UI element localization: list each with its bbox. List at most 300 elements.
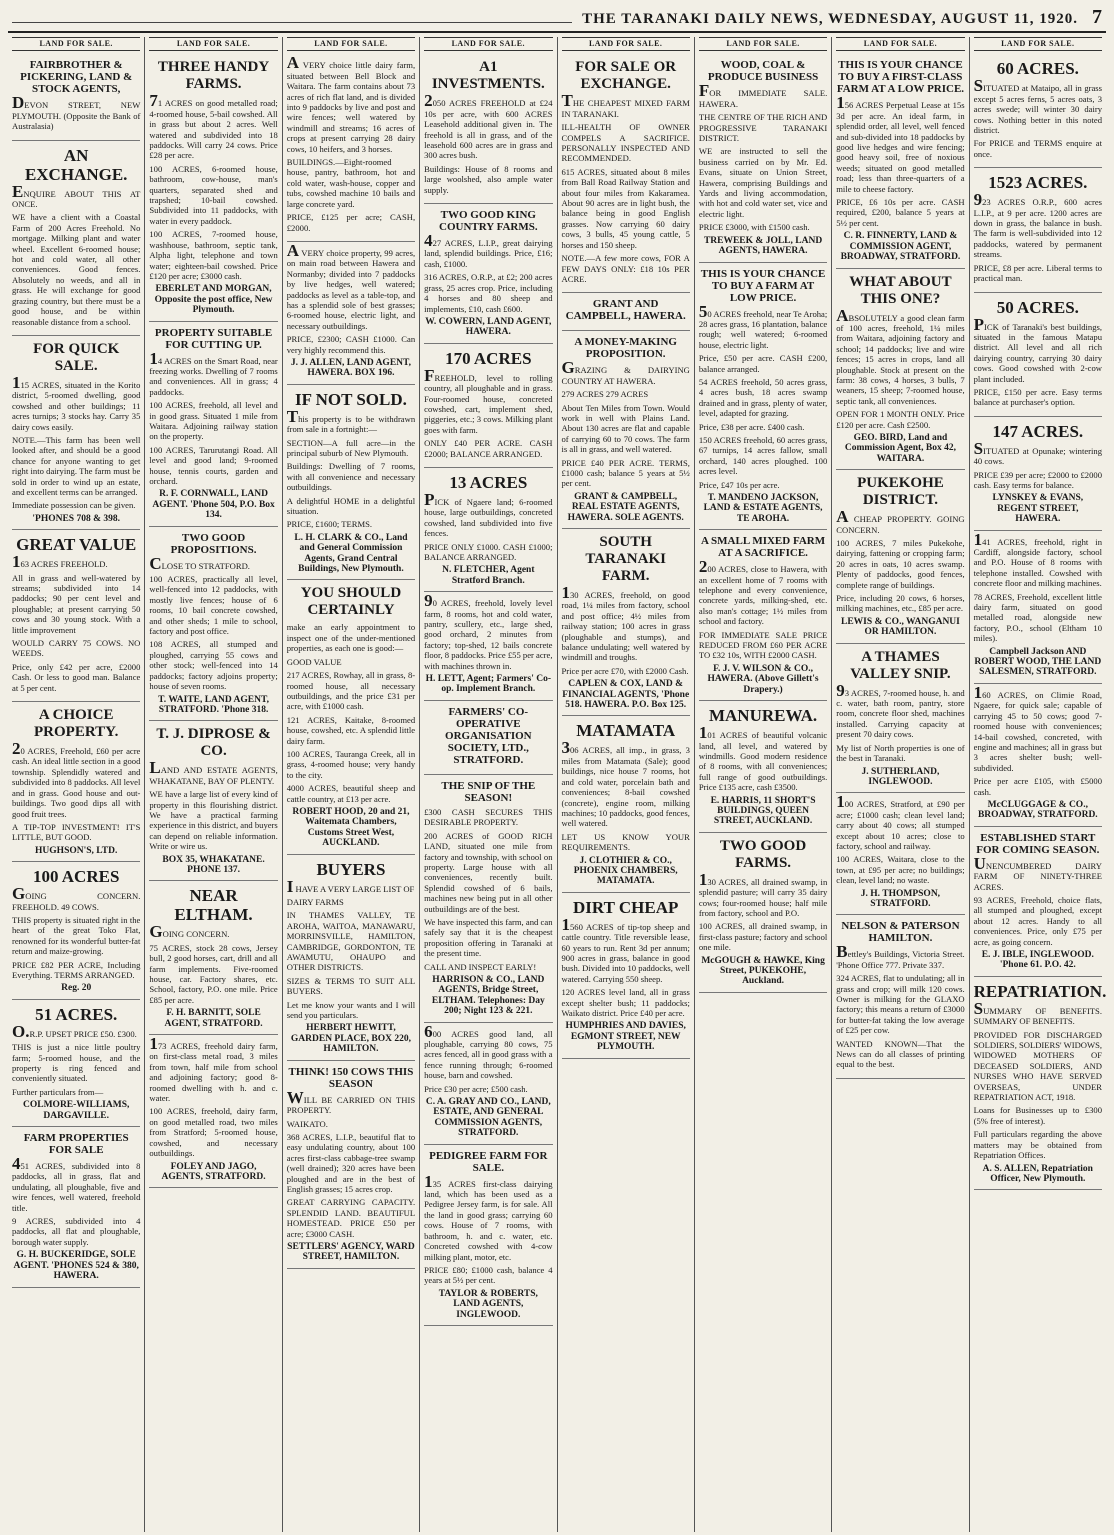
column-6 [695, 37, 832, 1532]
ad-paragraph: DEVON STREET, NEW PLYMOUTH. (Opposite the Bank of Australasia) [12, 93, 141, 132]
ad-paragraph: 100 ACRES, 7 miles Pukekohe, dairying, fattening or cropping farm; 20 acres in oats, 10 acres swamp. Plenty of paddocks, good fences, complete range of buildings. [836, 538, 965, 590]
ad-title: A MONEY-MAKING PROPOSITION. [574, 336, 677, 361]
advertisement [562, 293, 690, 331]
ad-signature: BOX 35, WHAKATANE. PHONE 137. [162, 854, 265, 875]
ad-paragraph: 120 ACRES level land, all in grass except shelter bush; 11 paddocks; Waikato district. Price £40 per acre. [561, 987, 690, 1018]
ad-paragraph: 163 ACRES FREEHOLD. [12, 552, 108, 572]
advertisement [424, 468, 552, 592]
ad-title: THIS IS YOUR CHANCE TO BUY A FARM AT LOW PRICE. [700, 267, 826, 304]
ad-paragraph: 615 ACRES, situated about 8 miles from Ball Road Railway Station and about four miles from Kakaramea. About 90 acres are in light bush, the balance being in good English grasses. Now carrying 60 dairy cows, 3 bulls, 45 young cattle, 5 horses and 150 sheep. [561, 166, 690, 250]
ad-title: NEAR ELTHAM. [174, 886, 253, 925]
ad-signature: GEO. BIRD, Land and Commission Agent, Box 42, WAITARA. [844, 432, 956, 464]
ad-signature: ROBERT HOOD, 20 and 21, Waitemata Chambers, Customs Street West, AUCKLAND. [292, 806, 410, 849]
ad-paragraph: PRICE, £1600; TERMS. [286, 519, 373, 530]
ad-paragraph: 451 ACRES, subdivided into 8 paddocks, all in grass, flat and undulating, all ploughable, five and wire fences, well watered, freehold title. [12, 1154, 141, 1213]
advertisement [424, 701, 552, 775]
ad-paragraph: GOOD VALUE [286, 656, 342, 667]
ad-title: 13 ACRES [449, 472, 528, 492]
advertisement [149, 54, 277, 321]
ad-paragraph: 93 ACRES, 7-roomed house, h. and c. water, bath room, pantry, store room, concrete floor shed, machines installed. Carrying capacity at present 70 dairy cows. [836, 680, 965, 740]
ad-paragraph: GOING CONCERN. [149, 922, 230, 942]
ad-paragraph: GRAZING & DAIRYING COUNTRY AT HAWERA. [561, 358, 690, 386]
ad-paragraph: 150 ACRES freehold, 60 acres grass, 67 turnips, 14 acres fallow, small orchard, 140 acres ploughed. 100 acres level. [698, 434, 828, 477]
ad-paragraph: BUILDINGS.—Eight-roomed house, pantry, bathroom, hot and cold water, wash-house, copper and tubs, cowshed machine 10 bails and large concrete yard. [286, 157, 416, 209]
ad-paragraph: IN THAMES VALLEY, TE AROHA, WAITOA, MANAWARU, MORRINSVILLE, HAMILTON, CAMBRIDGE, GORDONTON, TE AWAMUTU, OHAUPO and OTHER DISTRICTS. [286, 910, 416, 973]
ad-paragraph: A delightful HOME in a delightful situation. [286, 495, 416, 517]
ad-title: TWO GOOD KING COUNTRY FARMS. [439, 209, 538, 234]
ad-paragraph: Price, only £42 per acre, £2000 Cash. Or less to good man. Balance at 5 per cent. [12, 661, 141, 693]
ad-paragraph: SUMMARY OF BENEFITS. SUMMARY OF BENEFITS. [973, 998, 1102, 1027]
advertisement [287, 385, 415, 581]
masthead-rule [12, 22, 572, 23]
ad-signature: G. H. BUCKERIDGE, SOLE AGENT. 'PHONES 524 & 380, HAWERA. [13, 1250, 139, 1282]
ad-paragraph: Price £30 per acre; £500 cash. [424, 1083, 528, 1094]
ad-paragraph: OPEN FOR 1 MONTH ONLY. Price £120 per acre. Cash £2500. [836, 409, 965, 430]
ad-signature: R. F. CORNWALL, LAND AGENT. 'Phone 504, P.O. Box 134. [152, 489, 275, 521]
ad-paragraph: PICK of Taranaki's best buildings, situated in the famous Matapu district. All level and all rich dairying country, carrying 30 dairy cows. Good cowshed with 2-cow plant included. [973, 314, 1102, 384]
ad-title: 147 ACRES. [992, 421, 1084, 441]
ad-paragraph: 100 ACRES, Stratford, at £90 per acre; £1000 cash; clean level land; carry about 40 cows; all stumped except about 10 acres; close to factory, school and railway. [836, 792, 965, 851]
ad-paragraph: 50 ACRES freehold, near Te Aroha; 28 acres grass, 16 plantation, balance rough; well watered; 6-roomed house, electric light. [698, 301, 828, 350]
ad-signature: F. H. BARNITT, SOLE AGENT, STRATFORD. [164, 1008, 263, 1029]
advertisement [562, 529, 690, 716]
ad-signature: CAPLEN & COX, LAND & FINANCIAL AGENTS, 'Phone 518. HAWERA. P.O. Box 125. [562, 679, 690, 711]
ad-paragraph: PRICE, £6 10s per acre. CASH required, £200, balance 5 years at 5½ per cent. [836, 197, 965, 228]
ad-title: A THAMES VALLEY SNIP. [850, 648, 951, 682]
ad-signature: C. A. GRAY AND CO., LAND, ESTATE, AND GENERAL COMMISSION AGENTS, STRATFORD. [425, 1097, 551, 1139]
advertisement [424, 1023, 552, 1145]
advertisement [836, 793, 964, 915]
ad-title: GRANT AND CAMPBELL, HAWERA. [565, 298, 686, 323]
ad-paragraph: ENQUIRE ABOUT THIS AT ONCE. [12, 181, 141, 210]
advertisement [562, 716, 690, 892]
advertisement [974, 684, 1102, 827]
ad-paragraph: 54 ACRES freehold, 50 acres grass, 4 acres bush, 18 acres swamp drained and in grass, plenty of water, level, adapted for grazing. [698, 376, 828, 419]
advertisement [12, 530, 140, 702]
ad-title: FOR QUICK SALE. [33, 340, 120, 374]
ad-paragraph: 100 ACRES, Waitara, close to the town, at £95 per acre; no buildings; clean, level land; no waste. [836, 854, 965, 886]
ad-paragraph: 100 ACRES, freehold, all level and in good grass. Situated 1 mile from Waitara. Adjoining railway station on the property. [149, 400, 278, 442]
ad-title: PROPERTY SUITABLE FOR CUTTING UP. [154, 326, 273, 351]
ad-paragraph: THIS property is situated right in the heart of the great Toko Flat, renowned for its wonderful butter-fat return and maize-growing. [12, 914, 141, 957]
ad-paragraph: 20 ACRES, Freehold, £60 per acre cash. An ideal little section in a good township. Splendidly watered and subdivided into 8 paddocks. All level and in grass. Good house and out-buildings. Two good dips all with good fruit trees. [12, 739, 141, 819]
advertisement [424, 1145, 552, 1326]
ad-title: 60 ACRES. [996, 59, 1079, 79]
ad-paragraph: UNENCUMBERED DAIRY FARM OF NINETY-THREE ACRES. [973, 853, 1102, 892]
ad-paragraph: THIS is just a nice little poultry farm; 5-roomed house, and the property is ring fenced and conveniently situated. [12, 1042, 141, 1084]
ad-paragraph: 100 ACRES, Tauranga Creek, all in grass, 4-roomed house; very handy to the city. [286, 748, 416, 780]
ad-paragraph: 93 ACRES, Freehold, choice flats, all stumped and ploughed, except about 12 acres. Handy to all conveniences. Price, only £75 per acre, as going concern. [973, 894, 1102, 947]
ad-paragraph: PRICE, £150 per acre. Easy terms balance at purchaser's option. [973, 386, 1102, 408]
ad-signature: TREWEEK & JOLL, LAND AGENTS, HAWERA. [703, 235, 823, 257]
ad-paragraph: PRICE, £125 per acre; CASH, £2000. [286, 212, 416, 233]
advertisement [149, 322, 277, 527]
ad-paragraph: 200 ACRES, close to Hawera, with an excellent home of 7 rooms with telephone and every convenience, concrete yards, milking-shed, etc. also man's cottage; 1½ miles from school and factory. [698, 557, 828, 627]
column-heading: LAND FOR SALE. [424, 37, 552, 51]
ad-title: TWO GOOD FARMS. [719, 837, 807, 871]
ad-signature: A. S. ALLEN, Repatriation Officer, New Plymouth. [982, 1163, 1093, 1184]
ad-paragraph: Price, £50 per acre. CASH £200, balance arranged. [698, 353, 828, 374]
ad-paragraph: FOR IMMEDIATE SALE. HAWERA. [698, 81, 828, 109]
ad-signature: J. H. THOMPSON, STRATFORD. [860, 888, 941, 909]
ad-paragraph: PRICE £3000, with £1500 cash. [698, 222, 810, 233]
advertisement [424, 592, 552, 701]
ad-paragraph: PRICE £80; £1000 cash, balance 4 years at 5½ per cent. [424, 1264, 553, 1286]
ad-paragraph: Buildings: Dwelling of 7 rooms, with all convenience and necessary outbuildings. [286, 461, 416, 493]
ad-title: FARM PROPERTIES FOR SALE [23, 1132, 129, 1157]
ad-paragraph: 100 ACRES, freehold, dairy farm, on good metalled road, two miles from Stratford; 5-roomed house, cowshed, and necessary outbuildings. [149, 1106, 278, 1159]
advertisement [699, 54, 827, 262]
ad-paragraph: Full particulars regarding the above matters may be obtained from Repatriation Offices. [973, 1129, 1102, 1161]
ad-paragraph: 2050 ACRES FREEHOLD at £24 10s per acre, with 600 ACRES Leasehold additional given in. The freehold is all in grass, and of the leasehold 600 acres are in grass and 300 acres bush. [424, 91, 553, 161]
ad-paragraph: About Ten Miles from Town. Would work in well with Plains Land. About 130 acres are flat and capable of carrying 60 to 70 cows. The farm is all in grass, and well watered. [561, 402, 690, 455]
ad-paragraph: My list of North properties is one of the best in Taranaki. [836, 742, 965, 764]
ad-title: BUYERS [316, 859, 386, 879]
ad-signature: LEWIS & CO., WANGANUI OR HAMILTON. [841, 616, 960, 638]
ad-paragraph: WANTED KNOWN—That the News can do all classes of printing equal to the best. [836, 1038, 965, 1070]
ad-signature: McCLUGGAGE & CO., BROADWAY, STRATFORD. [977, 799, 1098, 821]
ad-paragraph: FOR IMMEDIATE SALE PRICE REDUCED FROM £60 PER ACRE TO £32 10s, WITH £2000 CASH. [698, 629, 828, 661]
ad-title: 51 ACRES. [35, 1004, 118, 1024]
ad-title: ESTABLISHED START FOR COMING SEASON. [976, 831, 1100, 856]
ad-paragraph: PRICE £40 PER ACRE. TERMS, £1000 cash; balance 5 years at 5½ per cent. [561, 457, 690, 489]
advertisement [424, 54, 552, 204]
ad-title: A CHOICE PROPERTY. [34, 707, 119, 741]
ad-paragraph: 9 ACRES, subdivided into 4 paddocks, all flat and ploughable, borough water supply. [12, 1216, 141, 1247]
ad-paragraph: 135 ACRES first-class dairying land, which has been used as a Pedigree Jersey farm, is for sale. All the land in good grass; carrying 60 cows. House of 7 rooms, with bathroom, h. and c. water, etc. Concreted cowshed with 4-cow milking plant, motor, etc. [424, 1171, 553, 1262]
advertisement [699, 833, 827, 993]
ad-paragraph: 4000 ACRES, beautiful sheep and cattle country, at £13 per acre. [286, 783, 416, 804]
advertisement [562, 331, 690, 529]
ad-paragraph: 156 ACRES Perpetual Lease at 15s 3d per acre. An ideal farm, in splendid order, all level, well fenced and sub-divided into 18 paddocks by good live hedges and wire fencing; good heavy soil, free of noxious weeds; situated on good metalled road; less than three-quarters of a mile to cheese factory. [836, 93, 965, 194]
ad-title: FAIRBROTHER & PICKERING, LAND & STOCK AGENTS, [20, 59, 133, 96]
columns [8, 37, 1106, 1532]
ad-signature: C. R. FINNERTY, LAND & COMMISSION AGENT, BROADWAY, STRATFORD. [840, 231, 961, 263]
ad-paragraph: THE CHEAPEST MIXED FARM IN TARANAKI. [561, 91, 690, 119]
ad-paragraph: FREEHOLD, level to rolling country, all ploughable and in grass. Four-roomed house, concreted cowshed, cart, implement shed, piggeries, etc.; 3 cows. Milking plant goes with farm. [424, 365, 553, 435]
ad-paragraph: WOULD CARRY 75 COWS. NO WEEDS. [12, 638, 141, 659]
ad-paragraph: PRICE, £8 per acre. Liberal terms to practical man. [973, 262, 1102, 284]
advertisement [699, 701, 827, 833]
ad-paragraph: Immediate possession can be given. [12, 500, 136, 511]
ad-title: TWO GOOD PROPOSITIONS. [170, 531, 257, 556]
ad-signature: N. FLETCHER, Agent Stratford Branch. [442, 565, 535, 586]
ad-signature: T. WAITE, LAND AGENT, STRATFORD. 'Phone 318. [158, 694, 269, 715]
ad-paragraph: ONLY £40 PER ACRE. CASH £2000; BALANCE ARRANGED. [424, 438, 553, 459]
ad-title: DIRT CHEAP [573, 897, 679, 917]
ad-paragraph: 100 ACRES, 7-roomed house, washhouse, bathroom, septic tank, Alpha light, telephone and town water; eighteen-bail cowshed. Price £120 per acre; £3000 cash. [149, 229, 278, 281]
ad-signature: E. HARRIS, 11 SHORT'S BUILDINGS, QUEEN STREET, AUCKLAND. [710, 795, 816, 827]
ad-paragraph: 160 ACRES, on Climie Road, Ngaere, for quick sale; capable of carrying 45 to 50 cows; good 7-roomed house with conveniences; 14-bail cowshed, concreted, with engine and machines; all in grass but 3 acres shelter bush; well-subdivided. [973, 682, 1102, 773]
column-3 [283, 37, 420, 1532]
ad-paragraph: SECTION—A full acre—in the principal suburb of New Plymouth. [286, 437, 416, 458]
advertisement [12, 141, 140, 336]
ad-paragraph: Price, including 20 cows, 6 horses, milking machines, etc., £85 per acre. [836, 593, 965, 614]
advertisement [12, 336, 140, 530]
ad-signature: HARRISON & CO., LAND AGENTS, Bridge Street, ELTHAM. Telephones: Day 200; Night 123 & 221. [431, 974, 545, 1017]
ad-signature: E. J. IBLE, INGLEWOOD. 'Phone 61. P.O. 42. [981, 950, 1094, 971]
ad-signature: FOLEY AND JAGO, AGENTS, STRATFORD. [161, 1161, 266, 1182]
ad-paragraph: GREAT CARRYING CAPACITY. SPLENDID LAND. BEAUTIFUL HOMESTEAD. PRICE £50 per acre; £3000 CASH. [286, 1197, 416, 1239]
ad-paragraph: make an early appointment to inspect one of the under-mentioned properties, as each one is good:— [286, 622, 416, 654]
advertisement [699, 263, 827, 531]
ad-signature: L. H. CLARK & CO., Land and General Commission Agents, Grand Central Buildings, New Plymouth. [294, 532, 408, 575]
advertisement [974, 531, 1102, 684]
ad-title: WHAT ABOUT THIS ONE? [849, 273, 952, 307]
ad-title: MATAMATA [576, 721, 676, 741]
ad-title: THIS IS YOUR CHANCE TO BUY A FIRST-CLASS FARM AT A LOW PRICE. [836, 59, 965, 96]
ad-signature: McGOUGH & HAWKE, King Street, PUKEKOHE, Auckland. [701, 955, 825, 987]
advertisement [287, 54, 415, 242]
ad-paragraph: 306 ACRES, all imp., in grass, 3 miles from Matamata (Sale); good buildings, nice house 7 rooms, hot and cold water, porcelain bath and conveniences; 8-bail cowshed (concrete), engine room, milking machines; 10 paddocks, good fences, well watered. [561, 738, 690, 829]
advertisement [149, 1035, 277, 1188]
ad-title: WOOD, COAL & PRODUCE BUSINESS [707, 59, 819, 84]
page-number: 7 [1092, 6, 1102, 28]
ad-paragraph: 368 ACRES, L.I.P., beautiful flat to easy undulating country, about 100 acres first-class cabbage-tree swamp (well drained); 320 acres have been ploughed and are in the best of English grasses; 15 acres crop. [286, 1131, 416, 1194]
advertisement [836, 644, 964, 794]
ad-signature: H. LETT, Agent; Farmers' Co-op. Implement Branch. [425, 674, 552, 695]
ad-paragraph: CALL AND INSPECT EARLY! [424, 961, 537, 972]
ad-title: REPATRIATION. [973, 981, 1106, 1001]
column-5 [558, 37, 695, 1532]
ad-title: YOU SHOULD CERTAINLY [300, 585, 402, 619]
ad-paragraph: 78 ACRES, Freehold, excellent little dairy farm, situated on good metalled road, alongside new factory, P.O., school (Eltham 10 miles). [973, 591, 1102, 644]
ad-paragraph: PRICE, £2300; CASH £1000. Can very highly recommend this. [286, 334, 416, 355]
column-7 [832, 37, 969, 1532]
ad-title: PEDIGREE FARM FOR SALE. [429, 1149, 548, 1174]
ad-paragraph: 100 ACRES, practically all level, well-fenced into 12 paddocks, with mostly live fences; house of 6 rooms, 10 bail concrete cowshed, and other sheds; 1 mile to school, factory and post office. [149, 574, 278, 637]
ad-title: 50 ACRES. [996, 297, 1079, 317]
ad-signature: GRANT & CAMPBELL, REAL ESTATE AGENTS, HAWERA. SOLE AGENTS. [567, 491, 684, 523]
ad-signature: J. SUTHERLAND, INGLEWOOD. [861, 766, 940, 787]
ad-paragraph: NOTE.—This farm has been well looked after, and should be a good chance for anyone wanting to get right into dairying. The farm must be sold in order to wind up an estate, and excellent terms can be arranged. [12, 434, 141, 497]
column-heading: LAND FOR SALE. [836, 37, 964, 51]
ad-paragraph: 100 ACRES, 6-roomed house, bathroom, cow-house, man's quarters, separated shed and trapshed; 10-bail cowshed. Subdivided into 11 paddocks, with water in every paddock. [149, 163, 278, 226]
ad-signature: TAYLOR & ROBERTS, LAND AGENTS, INGLEWOOD. [438, 1288, 538, 1320]
ad-paragraph: 141 ACRES, freehold, right in Cardiff, alongside factory, school and P.O. House of 8 rooms with telephone installed. Cowshed with concrete floor and milking machines. [973, 529, 1102, 589]
advertisement [12, 1000, 140, 1127]
advertisement [974, 168, 1102, 292]
ad-paragraph: 324 ACRES, flat to undulating; all in grass and crop; will milk 120 cows. Owner is milking for the GLAXO factory; this means a return of £3000 for butter-fat taking the low average of £25 per cow. [836, 973, 965, 1036]
ad-paragraph: SITUATED at Opunake; wintering 40 cows. [973, 438, 1102, 467]
ad-paragraph: ABSOLUTELY a good clean farm of 100 acres, freehold, 1¼ miles from Waitara, adjoining factory and school; 14 paddocks; live and wire fences; 15 acres in crops, land all ploughable. Stock at present on the farm: 38 cows, 4 horses, 3 bulls, 7 weaners, 15 sheep; 7-roomed house, septic tank, all conveniences. [836, 305, 965, 406]
ad-title: A SMALL MIXED FARM AT A SACRIFICE. [700, 535, 826, 560]
column-heading: LAND FOR SALE. [149, 37, 277, 51]
ad-title: THINK! 150 COWS THIS SEASON [288, 1065, 414, 1090]
ad-paragraph: SIZES & TERMS TO SUIT ALL BUYERS. [286, 975, 416, 997]
ad-signature: J. J. ALLEN, LAND AGENT, HAWERA. BOX 196. [290, 357, 412, 379]
ad-paragraph: 173 ACRES, freehold dairy farm, on first-class metal road, 3 miles from town, half mile from school and adjoining factory; good 8-roomed dwelling with h. and c. water. [149, 1034, 278, 1104]
advertisement [424, 775, 552, 1023]
advertisement [836, 269, 964, 471]
ad-paragraph: 115 ACRES, situated in the Korito district, 5-roomed dwelling, good cowshed and other buildings; 11 acres turnips; 3 stocks hay. Carry 35 dairy cows easily. [12, 372, 141, 432]
column-8 [970, 37, 1106, 1532]
column-4 [420, 37, 557, 1532]
ad-paragraph: Further particulars from— [12, 1086, 104, 1097]
advertisement [974, 54, 1102, 168]
ad-paragraph: 100 ACRES, Tarurutangi Road. All level and good land; 9-roomed house, tennis courts, garden and orchard. [149, 444, 278, 486]
ad-signature: SETTLERS' AGENCY, WARD STREET, HAMILTON. [287, 1241, 415, 1263]
ad-paragraph: GOING CONCERN. FREEHOLD. 49 COWS. [12, 884, 141, 912]
ad-paragraph: A VERY choice little dairy farm, situated between Bell Block and Waitara. The farm contains about 73 acres of rich flat land, and is divided into 9 paddocks by live and post and wire fences; well watered by windmill and streams; 16 acres of crops at present carrying 28 dairy cows, 10 heifers, and 3 horses. [286, 53, 416, 154]
ad-signature: F. J. V. WILSON & CO., HAWERA. (Above Gillett's Drapery.) [707, 663, 819, 695]
advertisement [699, 530, 827, 701]
ad-paragraph: Price, £47 10s per acre. [698, 479, 780, 490]
ad-signature: T. MANDENO JACKSON, LAND & ESTATE AGENTS, TE AROHA. [703, 493, 823, 524]
ad-title: AN EXCHANGE. [24, 145, 128, 184]
advertisement [836, 915, 964, 1078]
ad-paragraph: All in grass and well-watered by streams; subdivided into 14 paddocks; 90 per cent level and ploughable; at present carrying 50 cows and 30 young stock. With a little improvement [12, 572, 141, 635]
advertisement [973, 977, 1106, 1191]
advertisement [12, 54, 140, 140]
advertisement [836, 470, 964, 643]
ad-paragraph: PRICE ONLY £1000. CASH £1000; BALANCE ARRANGED. [424, 541, 553, 562]
ad-paragraph: PRICE £82 PER ACRE, Including Everything. TERMS ARRANGED. [12, 959, 141, 980]
ad-paragraph: LET US KNOW YOUR REQUIREMENTS. [561, 831, 690, 853]
ad-paragraph: Price, £38 per acre. £400 cash. [698, 421, 805, 432]
advertisement [836, 54, 964, 268]
ad-paragraph: A CHEAP PROPERTY. GOING CONCERN. [836, 507, 965, 535]
advertisement [287, 1061, 415, 1269]
ad-paragraph: PRICE £39 per acre; £2000 to £2000 cash. Easy terms for balance. [973, 469, 1102, 490]
column-heading: LAND FOR SALE. [12, 37, 140, 51]
advertisement [974, 827, 1102, 977]
ad-signature: HUGHSON'S, LTD. [35, 845, 118, 856]
ad-paragraph: WE have a large list of every kind of property in this flourishing district. We have a practical farming experience in this district, and buyers can depend on reliable information. Write or wire us. [149, 789, 278, 852]
ad-paragraph: LAND AND ESTATE AGENTS, WHAKATANE, BAY OF PLENTY. [149, 758, 278, 786]
ad-paragraph: A VERY choice property, 99 acres, on main road between Hawera and Normanby; divided into 7 paddocks by live hedges, well watered; paddocks as level as a table-top, and has a splendid sole of best grasses; 6-roomed house, electric light, and necessary outbuildings. [286, 240, 416, 331]
ad-title: FOR SALE OR EXCHANGE. [575, 59, 677, 93]
ad-title: GREAT VALUE [16, 535, 137, 555]
column-heading: LAND FOR SALE. [699, 37, 827, 51]
ad-signature: W. COWERN, LAND AGENT, HAWERA. [425, 316, 552, 338]
ad-signature: HERBERT HEWITT, GARDEN PLACE, BOX 220, HAMILTON. [290, 1023, 411, 1055]
column-heading: LAND FOR SALE. [287, 37, 415, 51]
ad-title: 1523 ACRES. [988, 173, 1088, 193]
ad-paragraph: 923 ACRES O.R.P., 600 acres L.I.P., at 9 per acre. 1200 acres are down in grass, the balance in bush. The farm is well-subdivided into 12 paddocks, watered by permanent streams. [973, 190, 1102, 260]
ad-paragraph: For PRICE and TERMS enquire at once. [973, 138, 1102, 159]
ad-paragraph: CLOSE TO STRATFORD. [149, 553, 250, 573]
ad-title: MANUREWA. [708, 706, 818, 726]
ad-paragraph: SITUATED at Mataipo, all in grass except 5 acres ferns, 5 acres oats, 3 acres swede; will winter 30 dairy cows. Nothing better in this noted district. [973, 76, 1102, 136]
ad-signature: EBERLET AND MORGAN, Opposite the post office, New Plymouth. [154, 284, 273, 316]
ad-paragraph: 600 ACRES good land, all ploughable, carrying 80 cows, 75 acres fenced, all in good grass with a fence running through; 6-roomed house, barn and cowshed. [424, 1021, 553, 1081]
ad-title: 100 ACRES [32, 867, 120, 887]
column-2 [145, 37, 282, 1532]
advertisement [424, 204, 552, 344]
ad-title: THREE HANDY FARMS. [157, 59, 270, 93]
ad-paragraph: 279 ACRES 279 ACRES [561, 389, 649, 400]
ad-title: NELSON & PATERSON HAMILTON. [841, 920, 960, 945]
ad-paragraph: 130 ACRES, all drained swamp, in splendid pasture; will carry 35 dairy cows; four-roomed house; half mile from factory, school and P.O. [698, 869, 828, 918]
ad-title: PUKEKOHE DISTRICT. [857, 475, 944, 509]
ad-paragraph: 14 ACRES on the Smart Road, near freezing works. Dwelling of 7 rooms and conveniences. All in grass; 4 paddocks. [149, 348, 278, 397]
ad-paragraph: Loans for Businesses up to £300 (5% free of interest). [973, 1105, 1102, 1126]
advertisement [287, 580, 415, 854]
ad-paragraph: THE CENTRE OF THE RICH AND PROGRESSIVE TARANAKI DISTRICT. [698, 112, 828, 144]
ad-paragraph: 101 ACRES of beautiful volcanic land, all level, and watered by windmills. Good modern residence of 8 rooms, with all conveniences; full range of good outbuildings. Price £135 acre, cash £3500. [698, 723, 828, 793]
ad-paragraph: O.R.P. UPSET PRICE £50. £300. [12, 1021, 137, 1041]
advertisement [149, 721, 277, 881]
ad-paragraph: 200 ACRES of GOOD RICH LAND, situated one mile from factory and township, with school on property. Large house with all conveniences, recently built. Splendid cowshed of 6 bails, machines new being put in all other outbuildings are of the best. [424, 830, 553, 914]
ad-paragraph: 1560 ACRES of tip-top sheep and cattle country. Title reversible lease, 60 years to run. Rent 3d per annum; 900 acres in grass, balance in good bush. Divided into 10 paddocks, well watered. Carrying 550 sheep. [561, 914, 690, 984]
advertisement [12, 862, 140, 1000]
ad-paragraph: Let me know your wants and I will send you particulars. [286, 999, 416, 1021]
column-heading: LAND FOR SALE. [562, 37, 690, 51]
advertisement [287, 242, 415, 385]
advertisement [974, 293, 1102, 417]
ad-paragraph: 427 ACRES, L.I.P., great dairying land, splendid buildings. Price, £16; cash, £1000. [424, 231, 553, 269]
ad-paragraph: Price per acre £105, with £5000 cash. [973, 776, 1102, 797]
ad-paragraph: ILL-HEALTH OF OWNER COMPELS A SACRIFICE. PERSONALLY INSPECTED AND RECOMMENDED. [561, 122, 690, 164]
advertisement [424, 344, 552, 468]
ad-paragraph: PROVIDED FOR DISCHARGED SOLDIERS, SOLDIERS' WIDOWS, WIDOWED MOTHERS OF DECEASED SOLDIERS, AND NURSES WHO HAVE SERVED OVERSEAS, UNDER REPATRIATION ACT, 1918. [973, 1029, 1103, 1103]
ad-signature: COLMORE-WILLIAMS, DARGAVILLE. [23, 1100, 130, 1121]
ad-paragraph: WE have a client with a Coastal Farm of 200 Acres Freehold. No mortgage. Milking plant and water wheel. Excellent 6-roomed house; hot and cold water, all other conveniences. Good fences. Absolutely no weeds, and all in grass. He will exchange for good grazing country, but there must be a good house, and be within reasonable distance from a school. [12, 212, 141, 327]
ad-paragraph: WE are instructed to sell the business carried on by Mr. Ed. Evans, situate on Union Street, Hawera, comprising Buildings and Yards and living accommodation, with hot and cold water set, vice and electric light. [698, 146, 828, 219]
advertisement [562, 54, 690, 293]
ad-paragraph: I HAVE A VERY LARGE LIST OF [286, 876, 415, 896]
advertisement [562, 893, 690, 1059]
ad-paragraph: 100 ACRES, all drained swamp, in first-class pasture; factory and school one mile. [698, 921, 828, 953]
ad-title: FARMERS' CO-OPERATIVE ORGANISATION SOCIETY, LTD., STRATFORD. [445, 705, 532, 766]
ad-paragraph: This property is to be withdrawn from sale in a fortnight:— [286, 406, 416, 435]
advertisement [12, 702, 140, 862]
ad-paragraph: 75 ACRES, stock 28 cows, Jersey bull, 2 good horses, cart, drill and all farm implements. Five-roomed house, car. Factory shares, etc. School, factory, P.O. one mile. Price £85 per acre. [149, 942, 278, 1005]
ad-signature: Campbell Jackson AND ROBERT WOOD, THE LAND SALESMEN, STRATFORD. [974, 646, 1102, 678]
masthead-title: THE TARANAKI DAILY NEWS, WEDNESDAY, AUGUST 11, 1920. [582, 11, 1078, 27]
column-1 [8, 37, 145, 1532]
ad-paragraph: Bettley's Buildings, Victoria Street. 'Phone Office 777. Private 337. [836, 942, 965, 970]
ad-title: SOUTH TARANAKI FARM. [585, 534, 666, 584]
ad-signature: Reg. 20 [61, 983, 92, 994]
ad-paragraph: 316 ACRES, O.R.P., at £2; 200 acres grass, 25 acres crop. Price, including 4 horses and 80 sheep and implements, £10, cash £600. [424, 272, 553, 314]
ad-title: IF NOT SOLD. [294, 389, 407, 409]
ad-title: A1 INVESTMENTS. [431, 59, 545, 93]
ad-paragraph: 217 ACRES, Rowhay, all in grass, 8-roomed house, all necessary outbuildings, and the price £31 per acre, with £1000 cash. [286, 670, 416, 712]
ad-paragraph: 121 ACRES, Kaitake, 8-roomed house, cowshed, etc. A splendid little dairy farm. [286, 714, 416, 746]
advertisement [287, 855, 415, 1061]
ad-title: 170 ACRES [445, 348, 532, 368]
ad-paragraph: WILL BE CARRIED ON THIS PROPERTY. [286, 1087, 416, 1116]
ad-paragraph: 130 ACRES, freehold, on good road, 1¼ miles from factory, school and post office; 4½ miles from railway station; 100 acres in grass (ploughable and stumps), and balance undulating; well watered by windmill and troughs. [561, 583, 690, 663]
ad-paragraph: £300 CASH SECURES THIS DESIRABLE PROPERTY. [424, 806, 553, 828]
ad-title: THE SNIP OF THE SEASON! [441, 779, 536, 804]
masthead [8, 6, 1106, 33]
ad-paragraph: 90 ACRES, freehold, lovely level farm, 8 rooms, hot and cold water, pantry, scullery, etc., large shed, good orchard, 2 minutes from factory; top-shed, 12 bails concrete floor, 8 paddocks. Price £55 per acre, with machines thrown in. [424, 591, 553, 671]
ad-paragraph: We have inspected this farm, and can safely say that it is the cheapest proposition offering in Taranaki at the present time. [424, 916, 553, 959]
ad-paragraph: WAIKATO. [286, 1118, 328, 1129]
ad-signature: J. CLOTHIER & CO., PHOENIX CHAMBERS, MATAMATA. [573, 855, 678, 887]
advertisement [12, 1127, 140, 1287]
ad-signature: HUMPHRIES AND DAVIES, EGMONT STREET, NEW PLYMOUTH. [565, 1021, 686, 1053]
ad-paragraph: 108 ACRES, all stumped and ploughed, carrying 55 cows and other stock; well-fenced into 14 paddocks; factory adjoins property; house of seven rooms. [149, 639, 278, 692]
ad-paragraph: Price per acre £70, with £2000 Cash. [561, 665, 689, 676]
ad-paragraph: PICK of Ngaere land; 6-roomed house, large outbuildings, concreted cowshed, land subdivided into five fences. [424, 489, 553, 539]
ad-paragraph: 71 ACRES on good metalled road; 4-roomed house, 5-bail cowshed. All in grass but about 2 acres. Well watered and subdivided into 18 paddocks. Will carry 24 cows. Price £28 per acre. [149, 91, 278, 161]
column-heading: LAND FOR SALE. [974, 37, 1102, 51]
advertisement [149, 527, 277, 722]
ad-paragraph: DAIRY FARMS [286, 897, 344, 907]
ad-paragraph: NOTE.—A few more cows, FOR A FEW DAYS ONLY: £18 10s PER ACRE. [561, 253, 690, 284]
advertisement [149, 881, 277, 1035]
ad-title: T. J. DIPROSE & CO. [156, 726, 271, 760]
ad-paragraph: A TIP-TOP INVESTMENT! IT'S LITTLE, BUT GOOD. [12, 821, 141, 843]
ad-signature: 'PHONES 708 & 398. [32, 513, 120, 524]
ad-paragraph: Buildings: House of 8 rooms and large woolshed, also ample water supply. [424, 163, 553, 195]
ad-signature: LYNSKEY & EVANS, REGENT STREET, HAWERA. [992, 493, 1084, 525]
advertisement [974, 417, 1102, 531]
